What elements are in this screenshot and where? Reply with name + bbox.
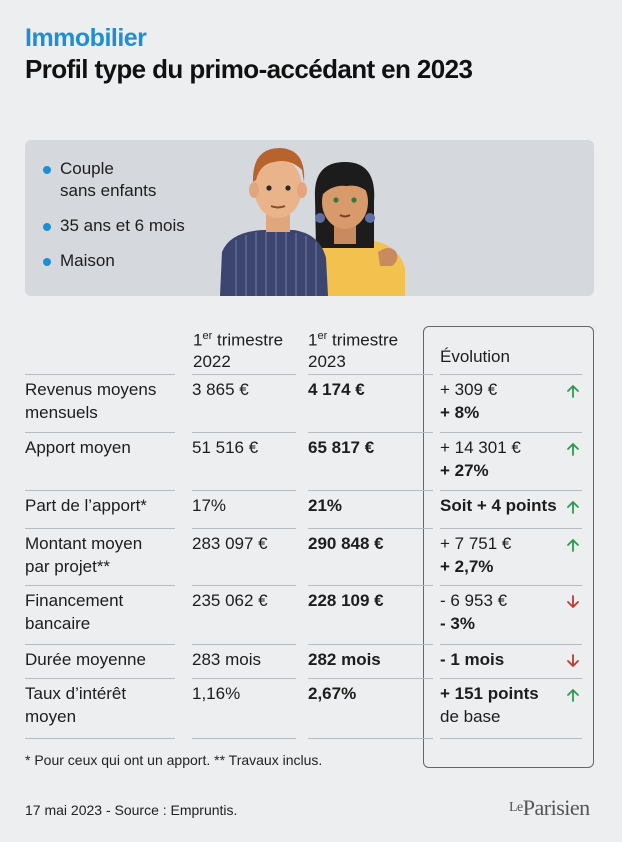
row-separator	[25, 432, 175, 433]
row-separator	[440, 374, 582, 375]
evolution-percent: + 8%	[440, 403, 480, 422]
le-parisien-logo: LeParisien	[509, 795, 590, 820]
evolution-value	[440, 436, 521, 482]
value-2023: 228 109 €	[308, 591, 384, 610]
row-separator	[308, 528, 433, 529]
profile-panel	[25, 140, 594, 296]
arrow-up-icon	[566, 688, 580, 702]
bullet-dot-icon	[43, 223, 51, 231]
value-2022: 51 516 €	[192, 438, 259, 457]
column-header-evolution: Évolution	[440, 347, 510, 366]
evolution-amount: - 1 mois	[440, 650, 505, 669]
evolution-value	[440, 648, 504, 671]
row-separator	[192, 432, 296, 433]
value-2023: 282 mois	[308, 650, 381, 669]
row-separator	[25, 644, 175, 645]
evolution-amount: Soit + 4 points	[440, 496, 557, 515]
row-separator	[25, 738, 175, 739]
row-separator	[440, 644, 582, 645]
row-separator	[25, 374, 175, 375]
evolution-percent: + 27%	[440, 461, 489, 480]
profile-bullets	[43, 158, 185, 285]
source-line: 17 mai 2023 - Source : Empruntis.	[25, 802, 238, 818]
row-separator	[440, 490, 582, 491]
value-2023: 290 848 €	[308, 534, 384, 553]
arrow-up-icon	[566, 384, 580, 398]
row-separator	[440, 432, 582, 433]
row-separator	[192, 490, 296, 491]
row-separator	[192, 678, 296, 679]
row-separator	[25, 528, 175, 529]
profile-bullet: Maison	[43, 250, 185, 272]
arrow-up-icon	[566, 442, 580, 456]
evolution-amount: + 14 301 €	[440, 438, 521, 457]
value-2023: 2,67%	[308, 684, 357, 703]
row-separator	[308, 738, 433, 739]
evolution-amount: + 7 751 €	[440, 534, 512, 553]
row-separator	[308, 490, 433, 491]
value-2022: 283 097 €	[192, 534, 268, 553]
evolution-value	[440, 378, 497, 424]
section-kicker: Immobilier	[25, 24, 147, 52]
evolution-percent: de base	[440, 707, 501, 726]
row-label: Revenus moyens mensuels	[25, 380, 157, 422]
evolution-amount: + 309 €	[440, 380, 498, 399]
row-label: Taux d’intérêt moyen	[25, 684, 127, 726]
value-2022: 283 mois	[192, 650, 261, 669]
value-2022: 235 062 €	[192, 591, 268, 610]
profile-bullet: Couple sans enfants	[43, 158, 185, 202]
value-2022: 3 865 €	[192, 380, 249, 399]
row-separator	[308, 432, 433, 433]
couple-illustration	[220, 140, 440, 296]
row-separator	[25, 585, 175, 586]
row-label: Part de l’apport*	[25, 496, 147, 515]
evolution-amount: + 151 points	[440, 684, 539, 703]
value-2023: 21%	[308, 496, 343, 515]
evolution-value	[440, 494, 557, 517]
arrow-up-icon	[566, 538, 580, 552]
row-separator	[440, 528, 582, 529]
value-2022: 17%	[192, 496, 227, 515]
row-separator	[440, 678, 582, 679]
arrow-up-icon	[566, 500, 580, 514]
evolution-value	[440, 532, 511, 578]
evolution-value	[440, 682, 539, 728]
footnote: * Pour ceux qui ont un apport. ** Travaux inclus.	[25, 752, 323, 768]
row-separator	[192, 738, 296, 739]
value-2022: 1,16%	[192, 684, 241, 703]
row-separator	[25, 490, 175, 491]
evolution-percent: - 3%	[440, 614, 475, 633]
column-header-2023: 1er trimestre 2023	[308, 330, 399, 371]
profile-bullet: 35 ans et 6 mois	[43, 215, 185, 237]
arrow-down-icon	[566, 654, 580, 668]
evolution-percent: + 2,7%	[440, 557, 494, 576]
row-separator	[25, 678, 175, 679]
row-separator	[308, 585, 433, 586]
page-title: Profil type du primo-accédant en 2023	[25, 54, 473, 84]
row-separator	[192, 644, 296, 645]
row-separator	[440, 585, 582, 586]
bullet-dot-icon	[43, 258, 51, 266]
row-separator	[308, 374, 433, 375]
row-separator	[192, 528, 296, 529]
row-separator	[308, 678, 433, 679]
row-separator	[440, 738, 582, 739]
bullet-dot-icon	[43, 166, 51, 174]
row-label: Montant moyen par projet**	[25, 534, 143, 576]
arrow-down-icon	[566, 595, 580, 609]
value-2023: 4 174 €	[308, 380, 365, 399]
row-separator	[192, 585, 296, 586]
evolution-amount: - 6 953 €	[440, 591, 508, 610]
value-2023: 65 817 €	[308, 438, 375, 457]
row-label: Durée moyenne	[25, 650, 146, 669]
row-separator	[192, 374, 296, 375]
row-label: Financement bancaire	[25, 591, 124, 633]
evolution-value	[440, 589, 507, 635]
row-label: Apport moyen	[25, 438, 131, 457]
column-header-2022: 1er trimestre 2022	[193, 330, 284, 371]
row-separator	[308, 644, 433, 645]
